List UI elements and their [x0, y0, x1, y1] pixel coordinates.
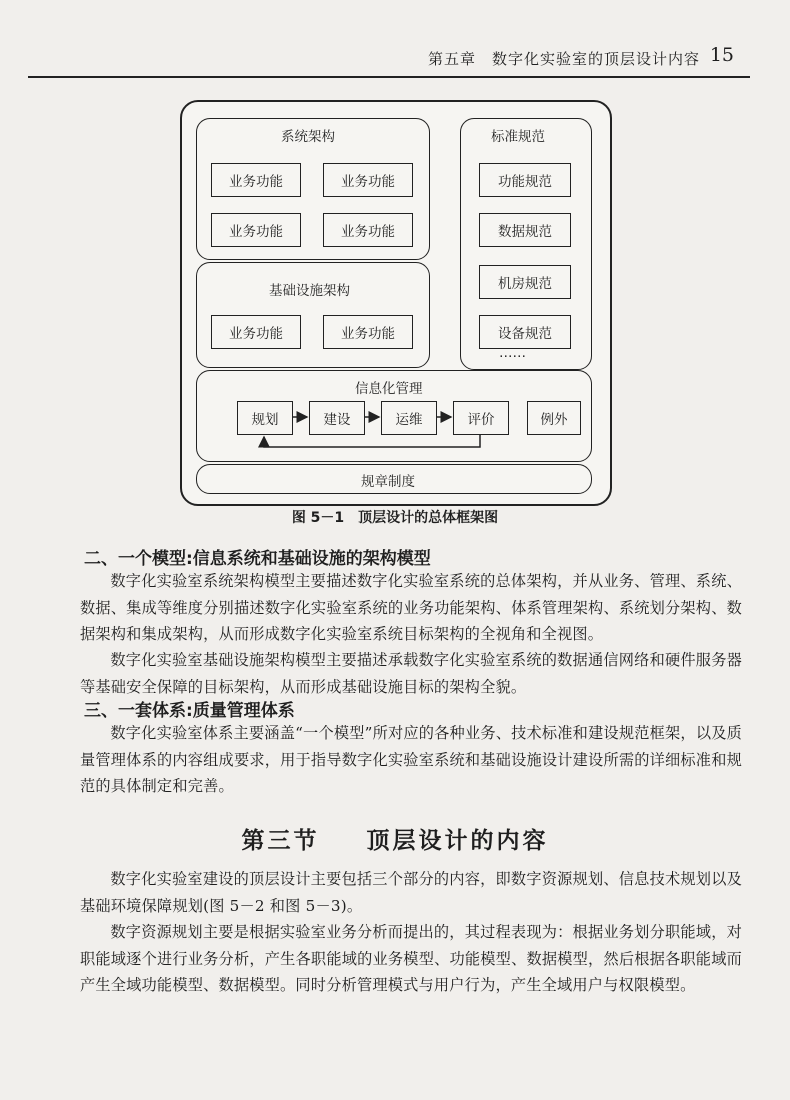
infra-arch-cell: 业务功能	[211, 315, 301, 349]
paragraph: 数字资源规划主要是根据实验室业务分析而提出的，其过程表现为：根据业务划分职能域，对职能域逐个进行业务分析，产生各职能域的业务模型、功能模型、数据模型，然后根据各职能域而产生全域功能模型、数据模型。同时分析管理模式与用户行为，产生全域用户与权限模型。	[80, 923, 742, 994]
chapter-running-title: 第五章 数字化实验室的顶层设计内容	[427, 50, 700, 68]
process-arrows	[197, 371, 591, 461]
paragraph: 数字化实验室系统架构模型主要描述数字化实验室系统的总体架构，并从业务、管理、系统、数据、集成等维度分别描述数字化实验室系统的业务功能架构、体系管理架构、系统划分架构、数据架构和集成架构，从而形成数字化实验室系统目标架构的全视角和全视图。	[80, 572, 742, 643]
standards-cell: 数据规范	[479, 213, 571, 247]
infra-arch-box	[196, 262, 430, 368]
page-header	[0, 42, 790, 82]
standards-title: 标准规范	[491, 129, 545, 145]
paragraph: 数字化实验室体系主要涵盖“一个模型”所对应的各种业务、技术标准和建设规范框架，以及质量管理体系的内容组成要求，用于指导数字化实验室系统和基础设施设计建设所需的详细标准和规范的具体制定和完善。	[80, 724, 742, 795]
system-arch-box	[196, 118, 430, 260]
system-arch-cell: 业务功能	[211, 213, 301, 247]
standards-cell: 机房规范	[479, 265, 571, 299]
section-number: 第三节	[241, 827, 320, 854]
process-step: 建设	[309, 401, 365, 435]
section-title	[0, 822, 790, 855]
infra-arch-title: 基础设施架构	[269, 283, 350, 299]
page-number: 15	[709, 44, 734, 66]
paragraph: 数字化实验室基础设施架构模型主要描述承载数字化实验室系统的数据通信网络和硬件服务器等基础安全保障的目标架构，从而形成基础设施目标的架构全貌。	[80, 651, 742, 696]
standards-cell: 功能规范	[479, 163, 571, 197]
system-arch-cell: 业务功能	[211, 163, 301, 197]
standards-cell: 设备规范	[479, 315, 571, 349]
regulations-box	[196, 464, 592, 494]
section-heading-model: 二、一个模型:信息系统和基础设施的架构模型	[84, 549, 431, 569]
process-step: 运维	[381, 401, 437, 435]
framework-diagram	[180, 100, 612, 506]
feedback-arrow	[264, 435, 480, 447]
system-arch-cell: 业务功能	[323, 213, 413, 247]
system-arch-cell: 业务功能	[323, 163, 413, 197]
regulations-title: 规章制度	[361, 474, 415, 490]
section-heading-system: 三、一套体系:质量管理体系	[84, 701, 295, 721]
paragraph: 数字化实验室建设的顶层设计主要包括三个部分的内容，即数字资源规划、信息技术规划以及基础环境保障规划(图 5－2 和图 5－3)。	[80, 870, 742, 915]
process-step: 评价	[453, 401, 509, 435]
standards-ellipsis: ……	[499, 345, 526, 361]
process-step: 规划	[237, 401, 293, 435]
exception-step: 例外	[527, 401, 581, 435]
info-mgmt-box	[196, 370, 592, 462]
header-rule	[28, 76, 750, 78]
standards-box	[460, 118, 592, 370]
section-name: 顶层设计的内容	[366, 827, 549, 854]
system-arch-title: 系统架构	[281, 129, 335, 145]
infra-arch-cell: 业务功能	[323, 315, 413, 349]
info-mgmt-title: 信息化管理	[355, 381, 423, 397]
figure-caption: 图 5－1 顶层设计的总体框架图	[291, 510, 499, 526]
